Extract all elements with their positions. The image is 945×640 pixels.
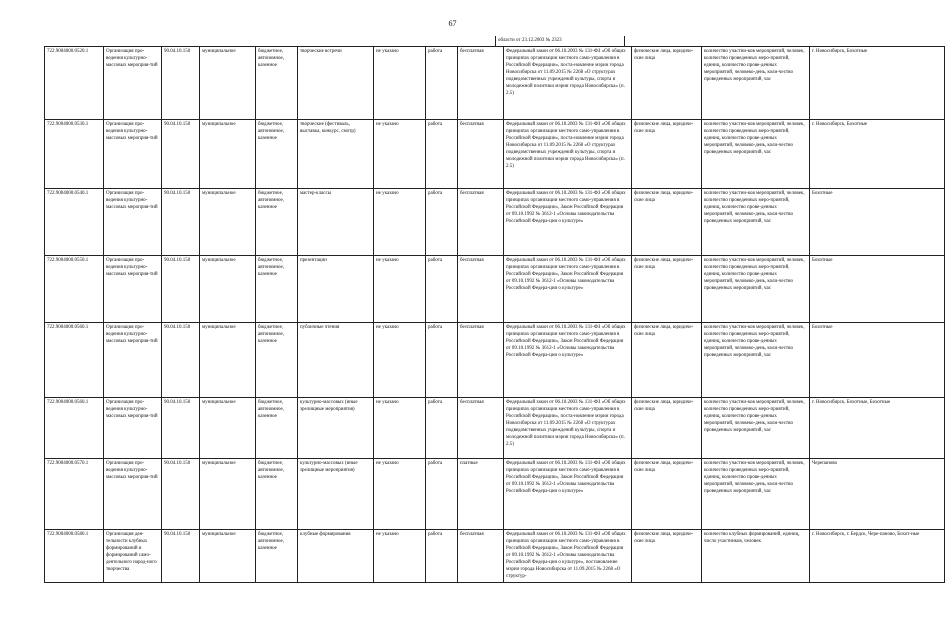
cell-financing: бюджетное, автономное, казенное <box>256 47 298 120</box>
cell-okved: 90.04.10.150 <box>162 398 200 459</box>
cell-org: муниципальное <box>200 256 256 323</box>
cell-form: работа <box>426 323 458 398</box>
cell-service: Организация про-ведения культурно-массовых мероприя-тий <box>104 47 162 120</box>
cell-okved: 90.04.10.150 <box>162 256 200 323</box>
cell-indicators: количество участни-ков мероприятий, человек, количество проведенных меро-приятий, единиц, количество прове-денных мероприятий, человеко-день, коли-чество проведенных мероприятий, час <box>702 256 810 323</box>
cell-place: Бохотные <box>810 189 945 256</box>
cell-org: муниципальное <box>200 189 256 256</box>
cell-consumers: физические лица, юридиче-ские лица <box>632 459 702 530</box>
cell-content: публичные чтения <box>298 323 374 398</box>
table-row <box>45 189 945 256</box>
cell-financing: бюджетное, автономное, казенное <box>256 189 298 256</box>
cell-place: Бохотные <box>810 323 945 398</box>
cell-terms: не указано <box>374 189 426 256</box>
cell-payment: бесплатная <box>458 120 504 189</box>
cell-code: 722.9004000.0520.1 <box>45 47 104 120</box>
cell-place: г. Новосибирск, г. Бердск, Чере-паново, Бохот-ные <box>810 530 945 583</box>
cell-indicators: количество участни-ков мероприятий, человек, количество проведенных меро-приятий, единиц, количество прове-денных мероприятий, человеко-день, коли-чество проведенных мероприятий, час <box>702 323 810 398</box>
cell-service: Организация про-ведения культурно-массовых мероприя-тий <box>104 189 162 256</box>
cell-terms: не указано <box>374 530 426 583</box>
cell-okved: 90.04.10.150 <box>162 530 200 583</box>
cell-payment: платные <box>458 459 504 530</box>
cell-consumers: физические лица, юридиче-ские лица <box>632 189 702 256</box>
cell-law: Федеральный закон от 06.10.2003 № 131-ФЗ «Об общих принципах организации местного само-управления в Российской Федерации», поста-новление мэрии города Новосибирска от 11.09.2015 № 2268 «О структурах подведомственных учреждений культуры, спорта и молодежной политики мэрии города Новосибирска» (п. 2.5) <box>504 398 632 459</box>
cell-consumers: физические лица, юридиче-ские лица <box>632 120 702 189</box>
cell-place: Черепаново <box>810 459 945 530</box>
cell-consumers: физические лица, юридиче-ские лица <box>632 398 702 459</box>
cell-form: работа <box>426 120 458 189</box>
cell-indicators: количество участни-ков мероприятий, человек, количество проведенных меро-приятий, единиц, количество прове-денных мероприятий, человеко-день, коли-чество проведенных мероприятий, час <box>702 398 810 459</box>
table-row <box>45 256 945 323</box>
cell-service: Организация про-ведения культурно-массовых мероприя-тий <box>104 323 162 398</box>
cell-terms: не указано <box>374 459 426 530</box>
cell-indicators: количество участни-ков мероприятий, человек, количество проведенных меро-приятий, единиц, количество прове-денных мероприятий, человеко-день, коли-чество проведенных мероприятий, час <box>702 120 810 189</box>
cell-law: Федеральный закон от 06.10.2003 № 131-ФЗ «Об общих принципах организации местного само-управления в Российской Федерации», поста-новление мэрии города Новосибирска от 11.09.2015 № 2268 «О структурах подведомственных учреждений культуры, спорта и молодежной политики мэрии города Новосибирска» (п. 2.5) <box>504 120 632 189</box>
cell-code: 722.9004000.0580.1 <box>45 530 104 583</box>
cell-org: муниципальное <box>200 459 256 530</box>
cell-code: 722.9004000.0550.1 <box>45 256 104 323</box>
table-row <box>45 120 945 189</box>
table-row <box>45 47 945 120</box>
cell-place: г. Новосибирск, Бохотные <box>810 120 945 189</box>
cell-content: мастер-классы <box>298 189 374 256</box>
cell-form: работа <box>426 47 458 120</box>
cell-financing: бюджетное, автономное, казенное <box>256 120 298 189</box>
cell-law: Федеральный закон от 06.10.2003 № 131-ФЗ «Об общих принципах организации местного само-управления в Российской Федерации», Закон Российской Федерации от 09.10.1992 № 3612-1 «Основы законодательства Российской Федера-ции о культуре» <box>504 323 632 398</box>
cell-financing: бюджетное, автономное, казенное <box>256 459 298 530</box>
cell-indicators: количество участни-ков мероприятий, человек, количество проведенных меро-приятий, единиц, количество прове-денных мероприятий, человеко-день, коли-чество проведенных мероприятий, час <box>702 189 810 256</box>
cell-okved: 90.04.10.150 <box>162 189 200 256</box>
cell-place: г. Новосибирск, Бохотные <box>810 47 945 120</box>
cell-content: презентации <box>298 256 374 323</box>
cell-financing: бюджетное, автономное, казенное <box>256 398 298 459</box>
cell-form: работа <box>426 459 458 530</box>
cell-code: 722.9004000.0560.1 <box>45 323 104 398</box>
cell-law: Федеральный закон от 06.10.2003 № 131-ФЗ «Об общих принципах организации местного само-управления в Российской Федерации», Закон Российской Федерации от 09.10.1992 № 3612-1 «Основы законодательства Российской Федера-ции о культуре», постановление мэрии города Новосибирска от 11.09.2015 № 2268 «О структур- <box>504 530 632 583</box>
cell-service: Организация про-ведения культурно-массовых мероприя-тий <box>104 256 162 323</box>
cell-financing: бюджетное, автономное, казенное <box>256 323 298 398</box>
cell-code: 722.9004000.0540.1 <box>45 189 104 256</box>
cell-law: Федеральный закон от 06.10.2003 № 131-ФЗ «Об общих принципах организации местного само-управления в Российской Федерации», Закон Российской Федерации от 09.10.1992 № 3612-1 «Основы законодательства Российской Федера-ции о культуре» <box>504 189 632 256</box>
cell-indicators: количество клубных формирований, единиц, число участников, человек <box>702 530 810 583</box>
cell-law: Федеральный закон от 06.10.2003 № 131-ФЗ «Об общих принципах организации местного само-управления в Российской Федерации», Закон Российской Федерации от 09.10.1992 № 3612-1 «Основы законодательства Российской Федера-ции о культуре» <box>504 256 632 323</box>
cell-service: Организация про-ведения культурно-массовых мероприя-тий <box>104 459 162 530</box>
cell-form: работа <box>426 530 458 583</box>
cell-org: муниципальное <box>200 120 256 189</box>
cell-code: 722.9004000.0560.1 <box>45 398 104 459</box>
cell-content: культурно-массовых (иные зрелищные мероприятия) <box>298 459 374 530</box>
cell-indicators: количество участни-ков мероприятий, человек, количество проведенных меро-приятий, единиц, количество прове-денных мероприятий, человеко-день, коли-чество проведенных мероприятий, час <box>702 47 810 120</box>
cell-org: муниципальное <box>200 47 256 120</box>
cell-payment: бесплатная <box>458 189 504 256</box>
cell-consumers: физические лица, юридиче-ские лица <box>632 323 702 398</box>
cell-consumers: физические лица, юридиче-ские лица <box>632 47 702 120</box>
cell-org: муниципальное <box>200 323 256 398</box>
cell-financing: бюджетное, автономное, казенное <box>256 530 298 583</box>
table-row <box>45 323 945 398</box>
cell-consumers: физические лица, юридиче-ские лица <box>632 530 702 583</box>
cell-org: муниципальное <box>200 398 256 459</box>
cell-payment: бесплатная <box>458 47 504 120</box>
cell-payment: бесплатная <box>458 323 504 398</box>
cell-payment: бесплатная <box>458 398 504 459</box>
cell-form: работа <box>426 256 458 323</box>
cell-law: Федеральный закон от 06.10.2003 № 131-ФЗ «Об общих принципах организации местного само-управления в Российской Федерации», Закон Российской Федерации от 09.10.1992 № 3612-1 «Основы законодательства Российской Федера-ции о культуре» <box>504 459 632 530</box>
cell-consumers: физические лица, юридиче-ские лица <box>632 256 702 323</box>
cell-terms: не указано <box>374 47 426 120</box>
cell-terms: не указано <box>374 120 426 189</box>
cell-law: Федеральный закон от 06.10.2003 № 131-ФЗ «Об общих принципах организации местного само-управления в Российской Федерации», поста-новление мэрии города Новосибирска от 11.09.2015 № 2268 «О структурах подведомственных учреждений культуры, спорта и молодежной политики мэрии города Новосибирска» (п. 2.5) <box>504 47 632 120</box>
cell-place: Бохотные <box>810 256 945 323</box>
cell-code: 722.9004000.0570.1 <box>45 459 104 530</box>
cell-service: Организация дея-тельности клубных формирований и формирований само-деятельного народ-ного творчества <box>104 530 162 583</box>
cell-org: муниципальное <box>200 530 256 583</box>
cell-form: работа <box>426 189 458 256</box>
cell-payment: бесплатная <box>458 530 504 583</box>
cell-okved: 90.04.10.150 <box>162 459 200 530</box>
cell-indicators: количество участни-ков мероприятий, человек, количество проведенных меро-приятий, единиц, количество прове-денных мероприятий, человеко-день, коли-чество проведенных мероприятий, час <box>702 459 810 530</box>
cell-financing: бюджетное, автономное, казенное <box>256 256 298 323</box>
cell-service: Организация про-ведения культурно-массовых мероприя-тий <box>104 120 162 189</box>
cell-content: творческие встречи <box>298 47 374 120</box>
cell-terms: не указано <box>374 323 426 398</box>
cell-place: г. Новосибирск, Бохотные, Бохотные <box>810 398 945 459</box>
cell-terms: не указано <box>374 256 426 323</box>
cell-content: клубные формирования <box>298 530 374 583</box>
cell-content: творческие (фестиваль, выставка, конкурс, смотр) <box>298 120 374 189</box>
page-number: 67 <box>448 19 457 28</box>
continued-text-strip: области от 23.12.2003 № 2323 <box>495 36 625 46</box>
cell-payment: бесплатная <box>458 256 504 323</box>
table-row <box>45 398 945 459</box>
cell-service: Организация про-ведения культурно-массовых мероприя-тий <box>104 398 162 459</box>
cell-code: 722.9004000.0530.1 <box>45 120 104 189</box>
cell-form: работа <box>426 398 458 459</box>
table-row <box>45 459 945 530</box>
cell-content: культурно-массовых (иные зрелищные мероприятия) <box>298 398 374 459</box>
services-registry-table <box>44 46 945 583</box>
cell-okved: 90.04.10.150 <box>162 120 200 189</box>
cell-okved: 90.04.10.150 <box>162 323 200 398</box>
cell-terms: не указано <box>374 398 426 459</box>
cell-okved: 90.04.10.150 <box>162 47 200 120</box>
table-row <box>45 530 945 583</box>
